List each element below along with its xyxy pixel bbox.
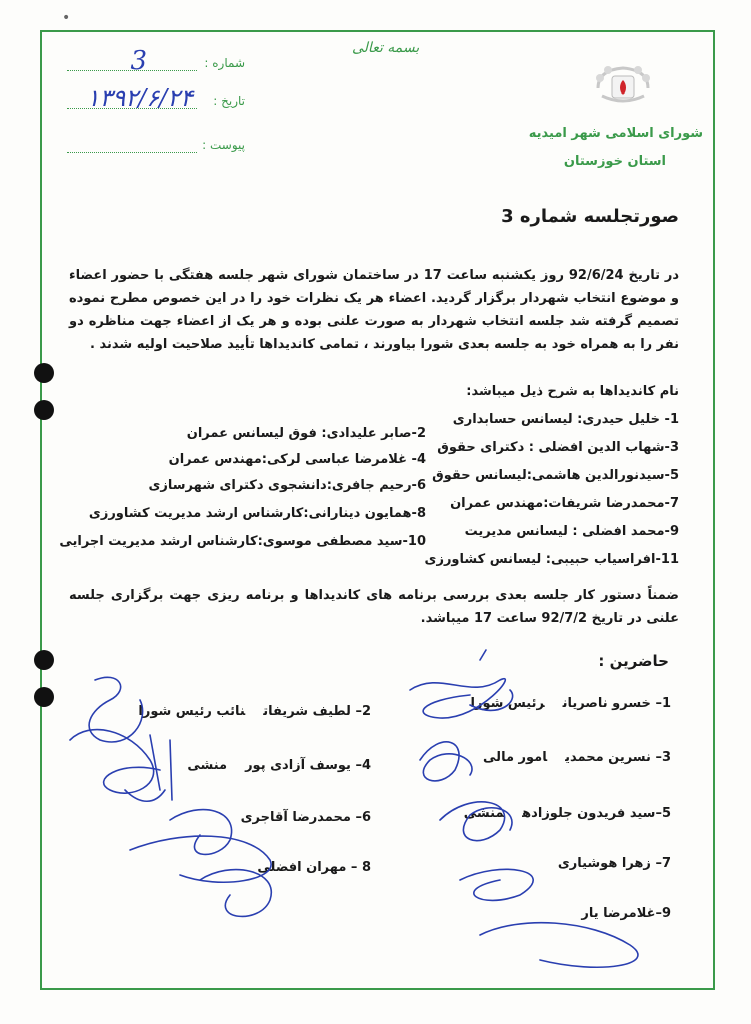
attendee-row: 3– نسرین محمدیامور مالی: [483, 750, 671, 765]
date-label: تاریخ :: [213, 94, 245, 108]
iran-emblem-icon: [588, 58, 658, 108]
punch-hole: [34, 687, 54, 707]
candidate-item: 10-سید مصطفی موسوی:کارشناس ارشد مدیریت اجرایی: [59, 534, 426, 549]
attendee-row: 7– زهرا هوشیاری: [557, 856, 671, 871]
closing-paragraph: ضمناً دستور کار جلسه بعدی بررسی برنامه های کاندیداها و برنامه ریزی جهت برگزاری جلسه علنی در تاریخ 92/7/2 ساعت 17 میباشد.: [69, 588, 679, 626]
province-name: استان خوزستان: [563, 154, 666, 169]
minutes-paragraph: در تاریخ 92/6/24 روز یکشنبه ساعت 17 در ساختمان شورای شهر جلسه هفتگی با حضور اعضاء و موضوع انتخاب شهردار برگزار گردید. اعضاء هر یک نظرات خود را در این خصوص مطرح نموده تصمیم گرفته شد جلسه انتخاب شهردار به صورت علنی بوده و هر یک از اعضاء جهت مناظره دو نفر را به همراه خود به جلسه بعدی شورا بیاورند ، تمامی کاندیداها تأیید صلاحیت اولیه شدند .: [69, 268, 679, 352]
candidates-intro: نام کاندیداها به شرح ذیل میباشد:: [466, 384, 679, 399]
attendees-title: حاضرین :: [598, 652, 669, 670]
document-title: صورتجلسه شماره 3: [501, 206, 679, 227]
candidate-item: 7-محمدرضا شریفات:مهندس عمران: [450, 496, 679, 511]
corner-mark: •: [62, 10, 71, 26]
attendee-row: 8 – مهران افضلی: [257, 860, 371, 875]
attendee-row: 6– محمدرضا آقاجری: [240, 810, 371, 825]
candidate-item: 4- غلامرضا عباسی لرکی:مهندس عمران: [168, 452, 426, 467]
attachment-row: [60, 138, 245, 160]
candidate-item: 2-صابر علیدادی: فوق لیسانس عمران: [186, 426, 426, 441]
punch-hole: [34, 363, 54, 383]
punch-hole: [34, 400, 54, 420]
date-row: [60, 84, 245, 116]
attachment-label: پیوست :: [202, 138, 245, 152]
date-value: ۱۳۹۲/۶/۲۴: [86, 84, 193, 112]
candidate-item: 11-افراسیاب حبیبی: لیسانس کشاورزی: [424, 552, 679, 567]
org-name: شورای اسلامی شهر امیدیه: [528, 126, 703, 141]
candidate-item: 9-محمد افضلی : لیسانس مدیریت: [464, 524, 679, 539]
candidate-item: 3-شهاب الدین افضلی : دکترای حقوق: [437, 440, 679, 455]
attendee-row: 4– یوسف آزادی پورمنشی: [187, 758, 371, 773]
attendee-row: 1– خسرو ناصریانرئیس شورا: [470, 696, 671, 711]
attendee-row: 2– لطیف شریفاتنائب رئیس شورا: [138, 704, 371, 719]
number-value: 3: [130, 46, 147, 76]
attendee-row: 5–سید فریدون جلوزادهمنشی: [463, 806, 671, 821]
punch-hole: [34, 650, 54, 670]
number-label: شماره :: [204, 56, 245, 70]
candidate-item: 5-سیدنورالدین هاشمی:لیسانس حقوق: [432, 468, 679, 483]
number-row: [60, 46, 245, 78]
candidate-item: 1- خلیل حیدری: لیسانس حسابداری: [452, 412, 679, 427]
attendee-row: 9–غلامرضا یار: [581, 906, 671, 921]
candidate-item: 8-همایون دینارانی:کارشناس ارشد مدیریت کشاورزی: [88, 506, 426, 521]
candidate-item: 6-رحیم جافری:دانشجوی دکترای شهرسازی: [148, 478, 426, 493]
basmala: بسمه تعالی: [352, 40, 420, 56]
